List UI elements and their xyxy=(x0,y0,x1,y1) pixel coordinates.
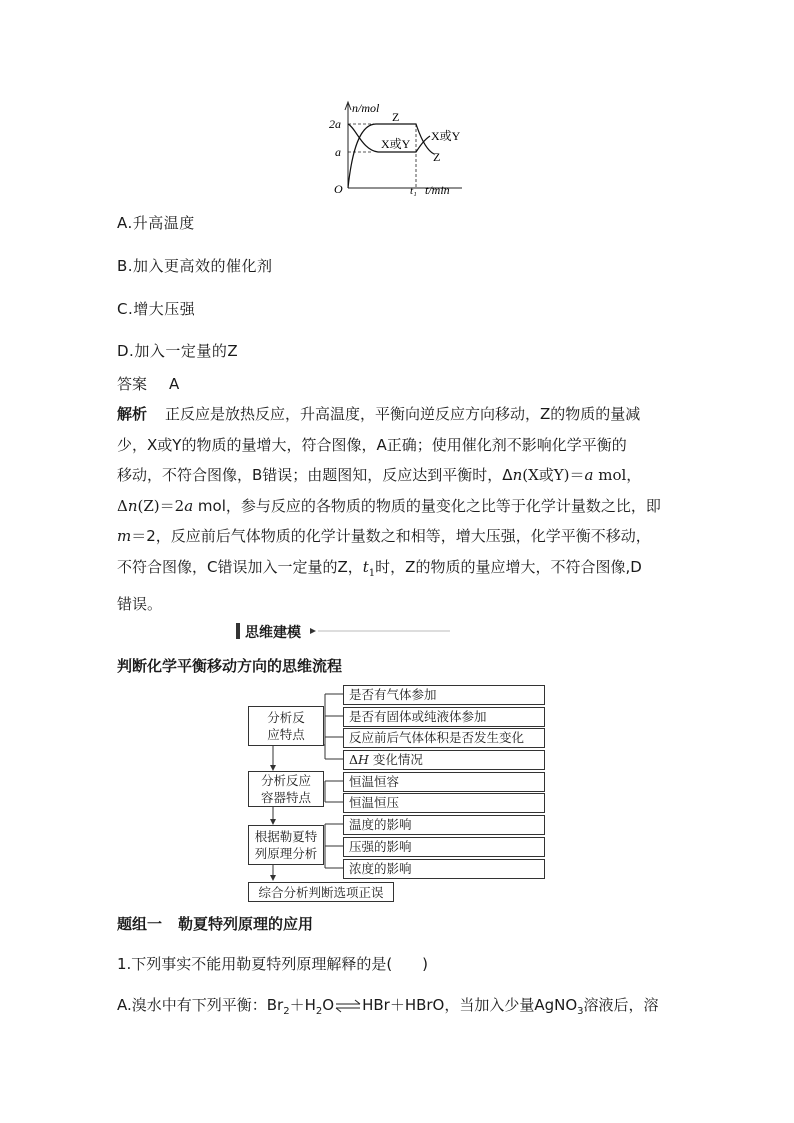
flow-step-container: 分析反应 容器特点 xyxy=(248,771,324,807)
analysis-text-4d: mol，参与反应的各物质的物质的量变化之比等于化学计量数之比，即 xyxy=(193,496,661,515)
flow-title: 判断化学平衡移动方向的思维流程 xyxy=(117,657,343,675)
equilibrium-arrow-icon xyxy=(335,999,361,1013)
analysis-sub-1: 1 xyxy=(368,567,376,579)
q1a-sub-3: 3 xyxy=(577,1006,584,1017)
section-rule xyxy=(310,626,450,636)
label-xy-mid: X或Y xyxy=(381,137,411,151)
analysis-text-4b: (Z)＝2 xyxy=(137,496,185,515)
answer-label: 答案 xyxy=(117,375,148,393)
question-1-option-a xyxy=(117,994,659,1017)
section-title: 思维建模 xyxy=(245,625,301,641)
flow-item-solid-liquid: 是否有固体或纯液体参加 xyxy=(343,707,545,727)
tick-a: a xyxy=(335,145,341,159)
curve-z xyxy=(348,124,434,188)
section-bar xyxy=(236,623,240,639)
flow-item-temperature: 温度的影响 xyxy=(343,815,545,835)
enthalpy-symbol: H xyxy=(358,752,369,767)
q1a-text-2: ＋H xyxy=(289,996,316,1014)
tick-2a: 2a xyxy=(329,117,341,131)
flow-item-const-pressure: 恒温恒压 xyxy=(343,793,545,813)
analysis-var-a1: a xyxy=(584,466,594,484)
analysis-var-m: m xyxy=(117,527,132,545)
flow-step-principle: 根据勒夏特 列原理分析 xyxy=(248,825,324,865)
analysis-var-t: t xyxy=(362,557,369,576)
flow-step-conclusion: 综合分析判断选项正误 xyxy=(248,882,394,902)
option-b: B.加入更高效的催化剂 xyxy=(117,257,273,275)
enthalpy-text: 变化情况 xyxy=(368,752,423,767)
flow-item-concentration: 浓度的影响 xyxy=(343,859,545,879)
flow-item-pressure: 压强的影响 xyxy=(343,837,545,857)
flow-item-gas: 是否有气体参加 xyxy=(343,685,545,705)
q1a-text-3: O xyxy=(322,996,335,1014)
analysis-text-3b: (X或Y)＝ xyxy=(522,466,585,484)
analysis-text-3d: mol， xyxy=(593,466,642,484)
analysis-text-3a: 移动，不符合图像，B错误；由题图知，反应达到平衡时，Δ xyxy=(117,466,513,484)
answer-value: A xyxy=(169,375,180,393)
analysis-line-7: 错误。 xyxy=(117,595,163,613)
flow-step-reaction: 分析反 应特点 xyxy=(248,706,324,746)
group-title: 勒夏特列原理的应用 xyxy=(178,915,314,933)
answer-line xyxy=(117,373,179,394)
option-a: A.升高温度 xyxy=(117,214,195,232)
analysis-line-6 xyxy=(117,552,679,590)
analysis-text-5b: ＝2，反应前后气体物质的化学计量数之和相等，增大压强，化学平衡不移动， xyxy=(131,527,651,545)
analysis-text-6b: 时，Z的物质的量应增大，不符合图像,D xyxy=(375,557,642,576)
q1a-text-5: 溶液后，溶 xyxy=(583,996,659,1014)
q1a-text-1: A.溴水中有下列平衡：Br xyxy=(117,996,284,1014)
n-t-graph xyxy=(300,96,480,202)
y-axis-label: n/mol xyxy=(352,101,380,115)
group-label: 题组一 xyxy=(117,915,163,933)
option-c: C.增大压强 xyxy=(117,300,196,318)
analysis-line-4 xyxy=(117,491,679,522)
analysis-line-3 xyxy=(117,460,679,491)
analysis-line-2: 少，X或Y的物质的量增大，符合图像，A正确；使用催化剂不影响化学平衡的 xyxy=(117,435,627,454)
flow-item-enthalpy xyxy=(343,750,545,770)
flow-item-const-volume: 恒温恒容 xyxy=(343,772,545,792)
flow-item-volume-change: 反应前后气体体积是否发生变化 xyxy=(343,728,545,748)
analysis-line-5 xyxy=(117,521,679,552)
analysis-delta-2: Δ xyxy=(117,496,128,515)
q1a-text-4: HBr＋HBrO，当加入少量AgNO xyxy=(362,996,578,1014)
option-d: D.加入一定量的Z xyxy=(117,342,239,360)
analysis-text-6a: 不符合图像，C错误加入一定量的Z， xyxy=(117,557,363,576)
x-axis-label: t/min xyxy=(425,183,450,197)
group-heading xyxy=(117,913,313,934)
label-z-right: Z xyxy=(433,150,441,164)
label-xy-right: X或Y xyxy=(431,129,461,143)
q1a-sub-2: 2 xyxy=(315,1006,323,1017)
q1a-sub-1: 2 xyxy=(283,1006,290,1017)
question-1: 1.下列事实不能用勒夏特列原理解释的是( ) xyxy=(117,955,429,973)
analysis-text-1: 正反应是放热反应，升高温度，平衡向逆反应方向移动，Z的物质的量减 xyxy=(165,405,641,423)
analysis-var-a2: a xyxy=(184,496,194,515)
analysis-block xyxy=(117,399,679,620)
label-z-top: Z xyxy=(392,110,400,124)
analysis-line-1 xyxy=(117,399,679,430)
analysis-var-n2: n xyxy=(127,496,138,515)
tick-t1: t₁ xyxy=(410,185,417,197)
delta-symbol: Δ xyxy=(349,752,359,767)
origin-label: O xyxy=(334,182,343,196)
analysis-label: 解析 xyxy=(117,405,148,423)
analysis-var-n1: n xyxy=(512,466,523,484)
